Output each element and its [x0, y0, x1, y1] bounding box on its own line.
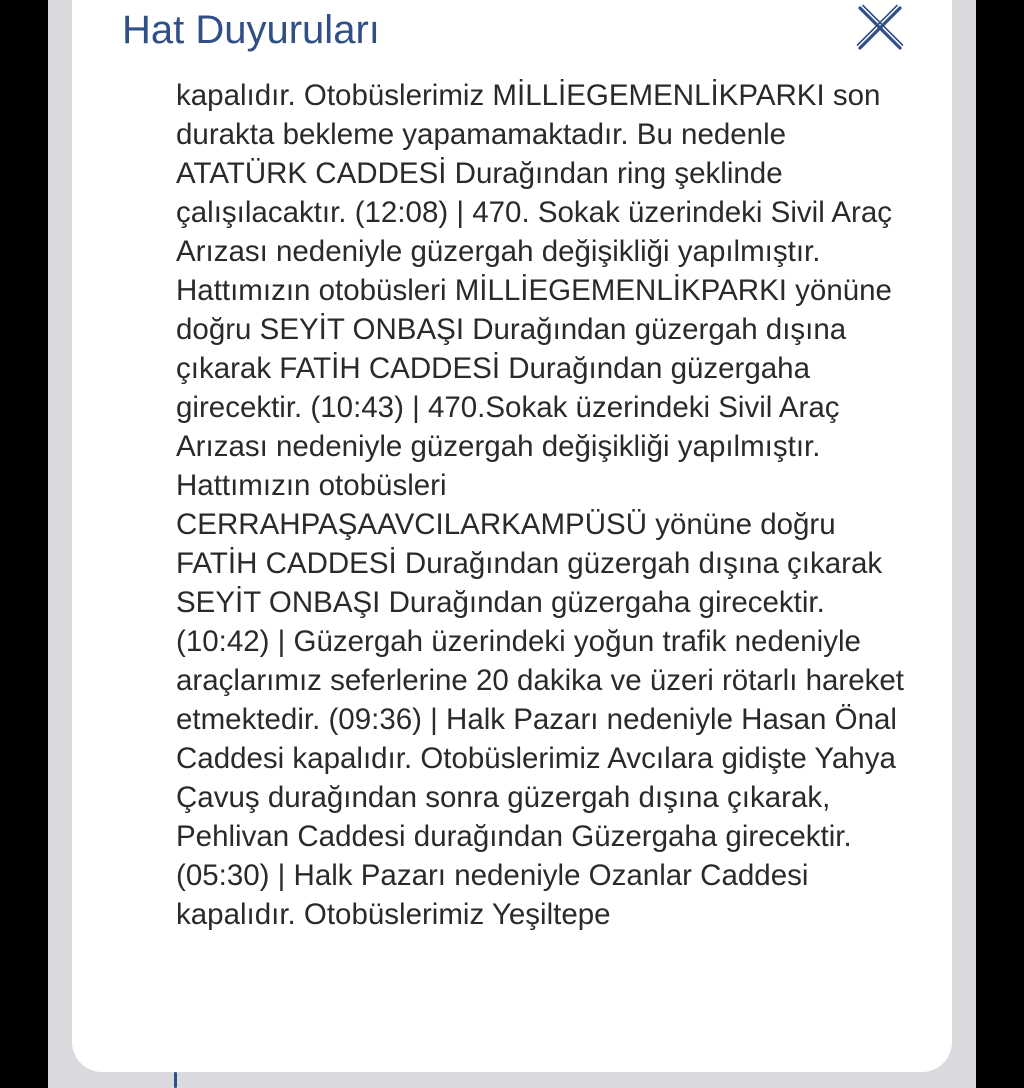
- scroll-indicator: [174, 1072, 177, 1088]
- announcement-text: kapalıdır. Otobüslerimiz MİLLİEGEMENLİKPARKI son durakta bekleme yapamamaktadır. Bu nedenle ATATÜRK CADDESİ Durağından ring şeklinde çalışılacaktır. (12:08) | 470. Sokak üzerindeki Sivil Araç Arızası nedeniyle güzergah değişikliği yapılmıştır. Hattımızın otobüsleri MİLLİEGEMENLİKPARKI yönüne doğru SEYİT ONBAŞI Durağından güzergah dışına çıkarak FATİH CADDESİ Durağından güzergaha girecektir. (10:43) | 470.Sokak üzerindeki Sivil Araç Arızası nedeniyle güzergah değişikliği yapılmıştır. Hattımızın otobüsleri CERRAHPAŞAAVCILARKAMPÜSÜ yönüne doğru FATİH CADDESİ Durağından güzergah dışına çıkarak SEYİT ONBAŞI Durağından güzergaha girecektir. (10:42) | Güzergah üzerindeki yoğun trafik nedeniyle araçlarımız seferlerine 20 dakika ve üzeri rötarlı hareket etmektedir. (09:36) | Halk Pazarı nedeniyle Hasan Önal Caddesi kapalıdır. Otobüslerimiz Avcılara gidişte Yahya Çavuş durağından sonra güzergah dışına çıkarak, Pehlivan Caddesi durağından Güzergaha girecektir. (05:30) | Halk Pazarı nedeniyle Ozanlar Caddesi kapalıdır. Otobüslerimiz Yeşiltepe: [176, 79, 904, 931]
- close-button[interactable]: [854, 2, 906, 54]
- modal-title: Hat Duyuruları: [122, 8, 380, 52]
- close-x-icon: [854, 2, 906, 54]
- announcements-modal: [72, 0, 952, 1072]
- screen-backdrop: [48, 0, 976, 1088]
- announcements-scroll-area[interactable]: [72, 79, 952, 1072]
